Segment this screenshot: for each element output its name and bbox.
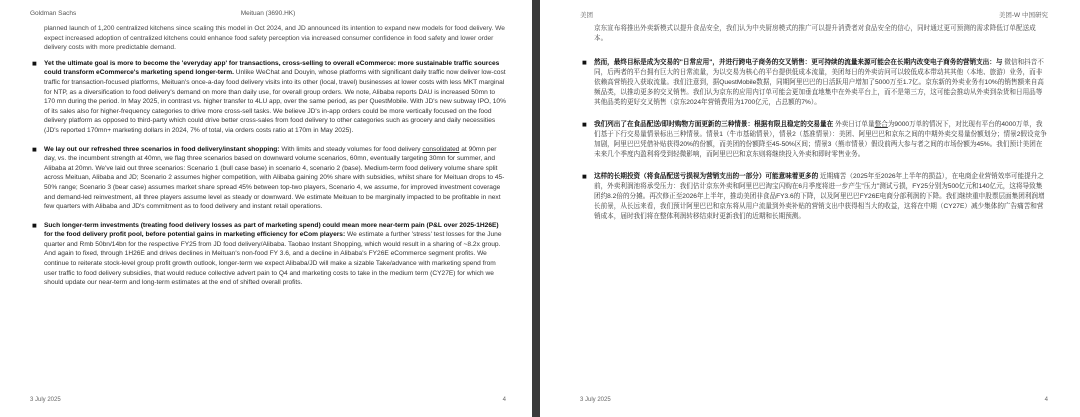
- bullet-dot-icon: ■: [32, 144, 37, 154]
- bullet-3-heading: 这样的长期投资（将食品配送亏损视为营销支出的一部分）可能意味着更多的: [594, 173, 819, 180]
- bullet-2-heading: We lay out our refreshed three scenarios in food delivery/instant shopping:: [44, 145, 280, 153]
- header-brand: 美团: [580, 12, 593, 19]
- bullet-2-body-cont: at 90mn per day, vs. the incumbent strength at 40mn, we flag three scenarios based on downward volume scenarios, 60mn, eventually targeting 30mn for summer, and Alibaba at 20mn. We've laid out three scenarios: Scenario 1 (bull case base) in scenario 4, scenario 2 (base). Medium-term food delivery volume share split across Meituan, Alibaba and JD; Scenario 2 assumes higher competition, with Alibaba gaining 20% share with subsidies, whilst share for Meituan drops to 45-50% range; Scenario 3 (bear case) assumes market share spread 45% between top-two players, Scenario 4, we assume, for improved investment coverage and demand-led reinvestment, all three players assume level as steady or downward. We estimate Meituan to be marginally impacted to be profitable in next few quarters with Alibaba and JD's commitment as to food delivery and instant retail operations.: [44, 145, 505, 211]
- bullet-2-heading: 我们列出了在食品配送/即时购物方面更新的三种情景：根据有限且稳定的交易量在: [594, 121, 834, 128]
- bullet-3: [580, 172, 1048, 222]
- right-page: [540, 0, 1080, 417]
- bullet-2-body-cont: 为9000万单的情况下，对比现有平台的4000万单，我们基于下行交易量情景标出三种情景。情景1（牛市基础情景），情景2（基准情景）：美团、阿里巴巴和京东之间的中期外卖交易量份额划分；情景2假设竞争加剧，阿里巴巴凭借补贴获得20%的份额，而美团的份额降至45-50%区间；情景3（熊市情景）假设前两大参与者之间的市场份额为45%。我们预计美团在未来几个季度内盈利将受到轻微影响，而阿里巴巴和京东则将继续投入外卖和即时零售业务。: [594, 121, 1047, 158]
- bullet-2: [580, 120, 1048, 160]
- footer-date: 3 July 2025: [30, 397, 61, 403]
- bullet-3-body: We estimate a further 'stress' test losses for the June quarter and Rmb 50bn/14bn for the respective FY25 from JD food delivery/Alibaba. Taobao Instant Shopping, which would result in a sharing of ~8.2x group. And again to fixed, through 1H26E and drives declines in Meituan's non-food FY 3.6, and a decline in Alibaba's FY26E eCommerce segment profits. We continue to reiterate stock-level group profit growth outlook, longer-term we expect Alibaba/JD will make a sizable Take/advance with marketing spend from user traffic to food delivery subsidies, that would reduce collective advert pain to Q4 and marketing costs to take in the medium term (CY27E) for which we should update our near-term and long-term estimates at the end of shifted overall profits.: [44, 231, 502, 287]
- bullet-dot-icon: ■: [32, 58, 37, 68]
- bullet-3-heading: Such longer-term investments (treating food delivery losses as part of marketing spend) could mean more near-term pain (P&L over 2025-1H26E) for the food delivery profit pool, before potential gains in marketing efficiency for eCom players:: [44, 221, 499, 239]
- bullet-2: [30, 145, 506, 212]
- bullet-2-body: 外卖日订单量: [835, 121, 875, 128]
- footer-date: 3 July 2025: [580, 397, 611, 403]
- left-page: [0, 0, 532, 417]
- lead-paragraph: 京东宣布将推出外卖新模式以提升食品安全，我们认为中央厨房模式的推广可以提升消费者对食品安全的信心，同时通过更可预测的需求降低订单配送成本。: [594, 25, 1036, 42]
- footer-page-number: 4: [1044, 397, 1048, 403]
- bullet-dot-icon: ■: [582, 120, 587, 129]
- lead-paragraph: planned launch of 1,200 centralized kitchens since scaling this model in Oct 2024, and JD announced its intention to expand new models for food delivery. We expect increased adoption of centralized kitchens could enhance food safety perception via increased consumer confidence in food safety and lower order delivery costs with more predictable demand.: [44, 25, 505, 52]
- page-footer: [580, 397, 1048, 407]
- header-brand: Goldman Sachs: [30, 10, 77, 17]
- header-right: 美团-W 中国研究: [998, 12, 1048, 19]
- bullet-2-link[interactable]: consolidated: [422, 145, 460, 153]
- page-header: [30, 10, 506, 24]
- page-header: [580, 10, 1048, 24]
- bullet-1-heading: Yet the ultimate goal is more to become the 'everyday app' for transactions, cross-selling to overall eCommerce: more sustainable traffic sources could transform eCommerce's marketing spend longer-term.: [44, 59, 500, 77]
- bullet-3-body: 近期痛苦（2025年至2026年上半年的损益），在电商企业营销效率可能提升之前，外卖利润池将承受压力：我们估计京东外卖和阿里巴巴淘宝闪购在6月季度将进一步产生"压力"测试亏损，FY25分别为500亿元和140亿元，这将导致集团约8.2倍的分摊。再次修正至2026年上半年，推动美团非食品FY3.6的下降，以及阿里巴巴FY26E电商分部利润的下降。我们继续重申股票层面集团利润增长前景，从长远来看，我们预计阿里巴巴和京东将从用户流量到外卖补贴的营销支出中获得相当大的收益，这将在中期（CY27E）减少集体的广告痛苦和营销成本，届时我们将在整体利润转移结束时更新我们的近期和长期预测。: [594, 173, 1045, 220]
- bullet-1-body: 微信和抖音不同，后两者的平台拥有巨大的日常流量，为以交易为核心的平台提供低成本流量，美团每日的外卖访问可以较低成本带动其其他（本地、旅游）业务，而非依赖高营销投入获取流量。我们注意到，据QuestMobile数据，同期阿里巴巴的日活跃用户增加了5000万至1.7亿。京东新的外卖业务有10%的销售额来自高频品类，以推动更多的交叉销售。我们认为京东的应用内订单可能会更加垂直地集中在外卖平台上，而不是第三方，这可能会推动从外卖到杂货和日用品等其他品类的更好交叉销售（京东2024年营销费用为1700亿元，占总额的7%）。: [594, 59, 1044, 106]
- bullet-dot-icon: ■: [582, 172, 587, 181]
- bullet-1-heading: 然而，最终目标是成为交易的"日常应用"，并进行跨电子商务的交叉销售：更可持续的流量来源可能会在长期内改变电子商务的营销支出：与: [594, 59, 1003, 66]
- bullet-1: [580, 58, 1048, 108]
- bullet-2-body: With limits and steady volumes for food delivery: [281, 145, 423, 153]
- header-title: Meituan (3690.HK): [240, 10, 296, 17]
- bullet-dot-icon: ■: [582, 58, 587, 67]
- footer-page-number: 4: [502, 397, 506, 403]
- page-footer: [30, 397, 506, 407]
- bullet-3: [30, 221, 506, 288]
- bullet-2-link[interactable]: 整合: [874, 121, 888, 128]
- bullet-1: [30, 59, 506, 136]
- bullet-dot-icon: ■: [32, 220, 37, 230]
- bullet-1-body: Unlike WeChat and Douyin, whose platforms with significant daily traffic now deliver low-cost traffic for transaction-focused platforms, Meituan's once-a-day food delivery visits into its other (local, travel) businesses at lower costs with less MKT marginal for NTP, as a diversification to food delivery's demand on more than daily use, for overall group orders. We note, Alibaba reports DAU is increased 50mn to 170 mn during the period. In May 2025, in contrast vs. higher transfer to 4LU app, over the same period, as per QuestMobile. With JD's new subway IPO, 10% of its sales also for higher-frequency categories to drive more cross-sell tasks. We believe JD's in-app orders could be more vertically focused on the food delivery platform as opposed to third-party which could drive better cross-sales from food delivery to other categories such as grocery and daily necessities (JD's reported 170mn+ marketing dollars in 2024, 7% of total, via orders costs ratio at 170m in May 2025).: [44, 69, 506, 134]
